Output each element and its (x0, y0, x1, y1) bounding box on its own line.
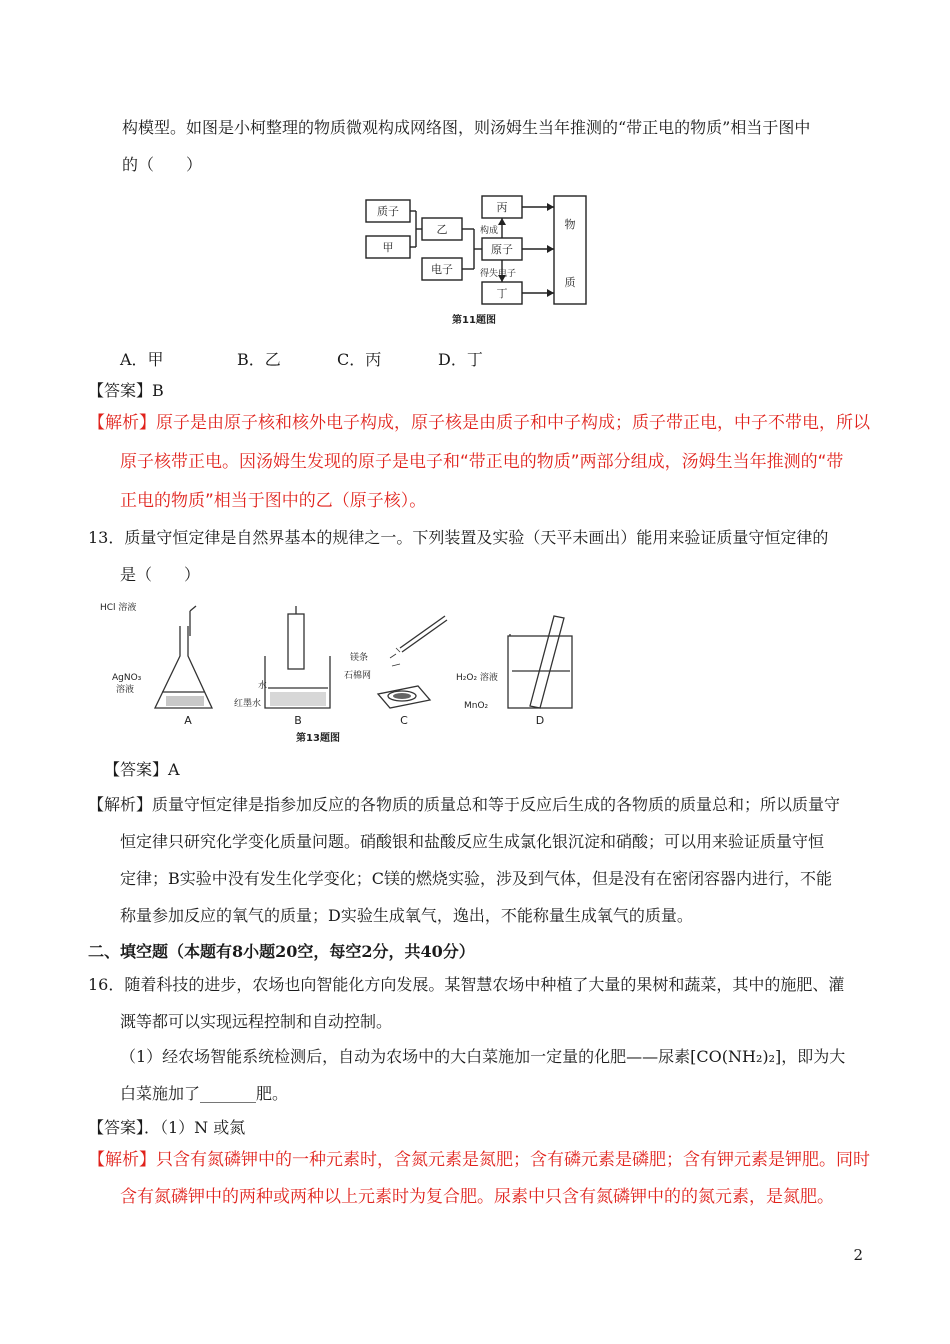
apparatus-d-label: D (535, 714, 545, 727)
q12-option-c[interactable]: C．丙 (337, 350, 382, 369)
q12-option-b[interactable]: B．乙 (237, 350, 281, 369)
agno3-solution-label: 溶液 (116, 685, 135, 695)
q12-option-d[interactable]: D．丁 (438, 350, 483, 369)
compose-arrow-label: 构成 (480, 226, 499, 236)
asbestos-net-label: 石棉网 (344, 671, 372, 681)
jia-box-label: 甲 (382, 241, 394, 254)
q12-network-diagram (362, 190, 592, 330)
apparatus-b-label: B (294, 714, 302, 727)
proton-box-label: 质子 (377, 205, 399, 218)
q13-stem-line1: 13．质量守恒定律是自然界基本的规律之一。下列装置及实验（天平未画出）能用来验证质量守恒定律的 (88, 528, 829, 547)
q13-answer: 【答案】A (104, 760, 180, 779)
page-number: 2 (853, 1246, 863, 1264)
section2-title: 二、填空题（本题有8小题20空，每空2分，共40分） (88, 942, 475, 961)
q13-analysis-line4: 称量参加反应的氧气的质量；D实验生成氧气，逸出，不能称量生成氧气的质量。 (120, 906, 693, 925)
hcl-solution-label: HCl 溶液 (100, 603, 137, 613)
q13-figure-caption: 第13题图 (296, 733, 340, 744)
matter-box-label-bottom: 质 (564, 276, 576, 289)
mno2-label: MnO₂ (464, 701, 489, 711)
q16-stem-line1: 16．随着科技的进步，农场也向智能化方向发展。某智慧农场中种植了大量的果树和蔬菜，其中的施肥、灌 (88, 975, 845, 994)
atom-box-label: 原子 (491, 243, 513, 256)
q12-figure-caption: 第11题图 (452, 315, 496, 326)
h2o2-solution-label: H₂O₂ 溶液 (456, 673, 498, 683)
q13-analysis-line3: 定律；B实验中没有发生化学变化；C镁的燃烧实验，涉及到气体，但是没有在密闭容器内进行，不能 (120, 869, 833, 888)
water-label: 水 (258, 681, 268, 691)
matter-box-label-top: 物 (564, 218, 576, 231)
q12-analysis-line2: 原子核带正电。因汤姆生发现的原子是电子和“带正电的物质”两部分组成，汤姆生当年推测的“带 (120, 452, 844, 472)
q16-stem-line2: 溉等都可以实现远程控制和自动控制。 (120, 1012, 393, 1031)
magnesium-ribbon-label: 镁条 (350, 653, 369, 663)
q12-analysis-line3: 正电的物质”相当于图中的乙（原子核）。 (120, 491, 427, 511)
yi-box-label: 乙 (436, 223, 448, 236)
q12-option-a[interactable]: A．甲 (120, 350, 164, 369)
q13-analysis-line2: 恒定律只研究化学变化质量问题。硝酸银和盐酸反应生成氯化银沉淀和硝酸；可以用来验证质量守恒 (120, 832, 825, 851)
q16-answer: 【答案】．（1）N 或氮 (88, 1118, 246, 1137)
q16-analysis-line1: 【解析】只含有氮磷钾中的一种元素时，含氮元素是氮肥；含有磷元素是磷肥；含有钾元素是钾肥。同时 (88, 1150, 870, 1170)
q16-sub1-line2: 白菜施加了_______肥。 (120, 1084, 289, 1103)
q12-stem-line2: 的（ ） (122, 155, 203, 174)
q16-analysis-line2: 含有氮磷钾中的两种或两种以上元素时为复合肥。尿素中只含有氮磷钾中的的氮元素，是氮肥。 (120, 1187, 834, 1207)
q12-analysis-line1: 【解析】原子是由原子核和核外电子构成，原子核是由质子和中子构成；质子带正电，中子不带电，所以 (88, 413, 870, 433)
apparatus-c-label: C (400, 714, 408, 727)
q12-answer: 【答案】B (88, 381, 164, 400)
apparatus-a-label: A (184, 714, 192, 727)
ding-box-label: 丁 (496, 287, 508, 300)
bing-box-label: 丙 (496, 201, 508, 214)
q13-stem-line2: 是（ ） (120, 565, 201, 584)
q13-analysis-line1: 【解析】质量守恒定律是指参加反应的各物质的质量总和等于反应后生成的各物质的质量总和；所以质量守 (88, 795, 841, 814)
q16-sub1-line1: （1）经农场智能系统检测后，自动为农场中的大白菜施加一定量的化肥——尿素[CO(NH₂)₂]，即为大 (120, 1047, 846, 1066)
q12-stem-line1: 构模型。如图是小柯整理的物质微观构成网络图，则汤姆生当年推测的“带正电的物质”相当于图中 (122, 118, 811, 137)
q13-apparatus-figure (100, 596, 580, 746)
electron-box-label: 电子 (431, 263, 453, 276)
red-ink-label: 红墨水 (234, 699, 262, 709)
agno3-label: AgNO₃ (112, 673, 142, 683)
gain-loss-electron-label: 得失电子 (480, 269, 517, 279)
